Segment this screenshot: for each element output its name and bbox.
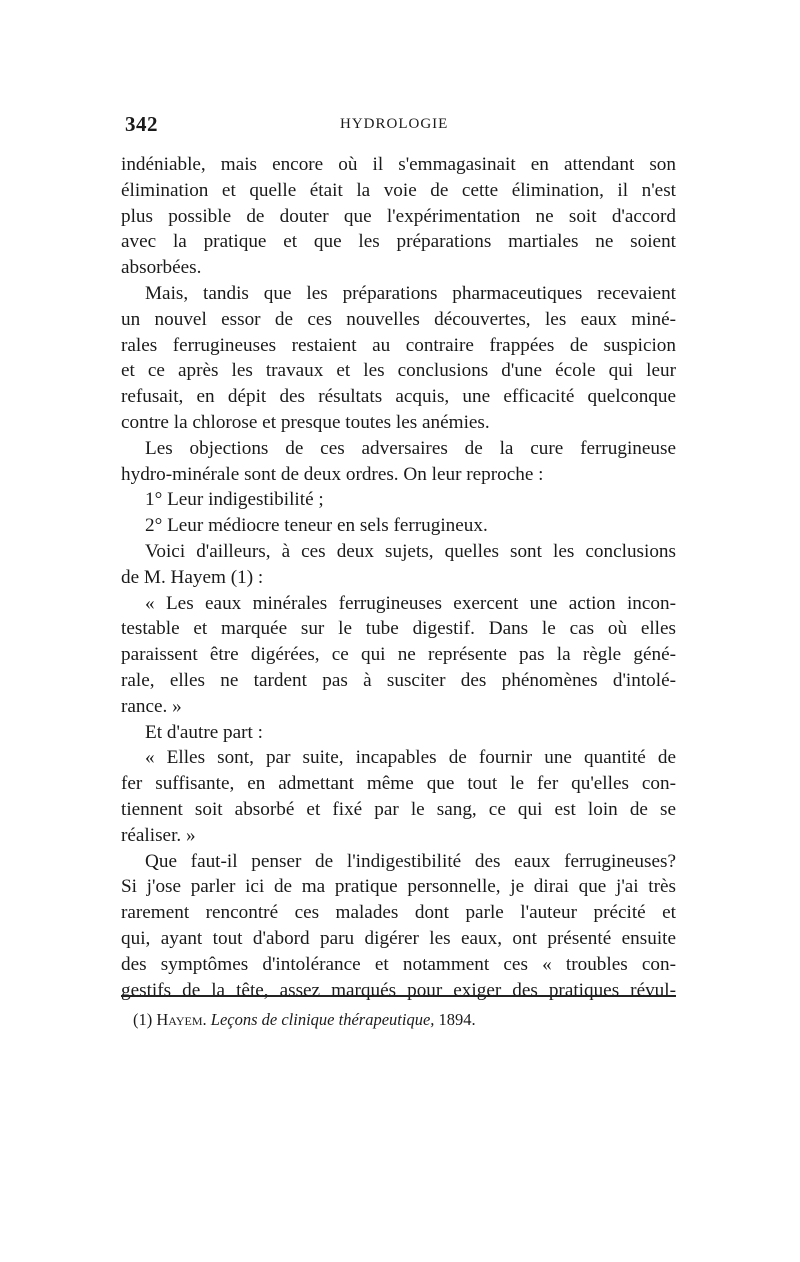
text-line: contre la chlorose et presque toutes les anémies. [121, 411, 490, 433]
paragraph-2 [121, 281, 676, 436]
text-line: rales ferrugineuses restaient au contraire frappées de suspicion [121, 334, 676, 356]
text-line: qui, ayant tout d'abord paru digérer les eaux, ont présenté ensuite [121, 927, 676, 949]
text-line: Si j'ose parler ici de ma pratique personnelle, je dirai que j'ai très [121, 876, 676, 898]
paragraph-3 [121, 436, 676, 488]
text-line: rance. » [121, 695, 182, 717]
quote-1 [121, 591, 676, 720]
quote-2 [121, 745, 676, 848]
text-line: 1° Leur indigestibilité ; [145, 489, 324, 511]
text-line: avec la pratique et que les préparations martiales ne soient [121, 231, 676, 253]
footnote [133, 1010, 476, 1030]
text-line: Que faut-il penser de l'indigestibilité des eaux ferrugineuses? [145, 850, 676, 872]
footnote-divider [121, 995, 676, 997]
paragraph-8 [121, 720, 676, 746]
footnote-author: Hayem. [156, 1010, 207, 1029]
text-line: « Les eaux minérales ferrugineuses exercent une action incon- [145, 592, 676, 614]
text-line: refusait, en dépit des résultats acquis, une efficacité quelconque [121, 386, 676, 408]
text-line: Et d'autre part : [145, 721, 264, 743]
page-header [125, 112, 675, 142]
footnote-year: 1894. [438, 1010, 476, 1029]
text-line: fer suffisante, en admettant même que tout le fer qu'elles con- [121, 773, 676, 795]
text-line: absorbées. [121, 257, 202, 279]
text-line: et ce après les travaux et les conclusions d'une école qui leur [121, 360, 676, 382]
text-line: rale, elles ne tardent pas à susciter des phénomènes d'intolé- [121, 669, 676, 691]
text-line: réaliser. » [121, 824, 196, 846]
footnote-title: Leçons de clinique thérapeutique, [210, 1010, 435, 1029]
text-line: Les objections de ces adversaires de la cure ferrugineuse [145, 437, 676, 459]
text-line: plus possible de douter que l'expérimentation ne soit d'accord [121, 205, 676, 227]
body-text [121, 152, 676, 1003]
text-line: élimination et quelle était la voie de cette élimination, il n'est [121, 179, 676, 201]
paragraph-10 [121, 849, 676, 1004]
text-line: indéniable, mais encore où il s'emmagasinait en attendant son [121, 154, 676, 175]
text-line: un nouvel essor de ces nouvelles découvertes, les eaux miné- [121, 308, 676, 330]
page-number: 342 [125, 112, 158, 136]
text-line: 2° Leur médiocre teneur en sels ferrugineux. [145, 515, 488, 537]
running-head: HYDROLOGIE [340, 116, 449, 132]
text-line: Mais, tandis que les préparations pharmaceutiques recevaient [145, 282, 676, 304]
text-line: de M. Hayem (1) : [121, 566, 264, 588]
text-line: tiennent soit absorbé et fixé par le sang, ce qui est loin de se [121, 798, 676, 820]
footnote-marker: (1) [133, 1010, 153, 1029]
text-line: paraissent être digérées, ce qui ne représente pas la règle géné- [121, 644, 676, 666]
paragraph-5 [121, 513, 676, 539]
text-line: rarement rencontré ces malades dont parle l'auteur précité et [121, 902, 676, 924]
text-line: gestifs de la tête, assez marqués pour exiger des pratiques révul- [121, 979, 676, 1001]
paragraph-1 [121, 152, 676, 281]
text-line: des symptômes d'intolérance et notamment ces « troubles con- [121, 953, 676, 975]
text-line: hydro-minérale sont de deux ordres. On leur reproche : [121, 463, 544, 485]
paragraph-6 [121, 539, 676, 591]
text-line: Voici d'ailleurs, à ces deux sujets, quelles sont les conclusions [145, 540, 676, 562]
paragraph-4 [121, 487, 676, 513]
text-line: « Elles sont, par suite, incapables de fournir une quantité de [145, 747, 676, 769]
text-line: testable et marquée sur le tube digestif. Dans le cas où elles [121, 618, 676, 640]
